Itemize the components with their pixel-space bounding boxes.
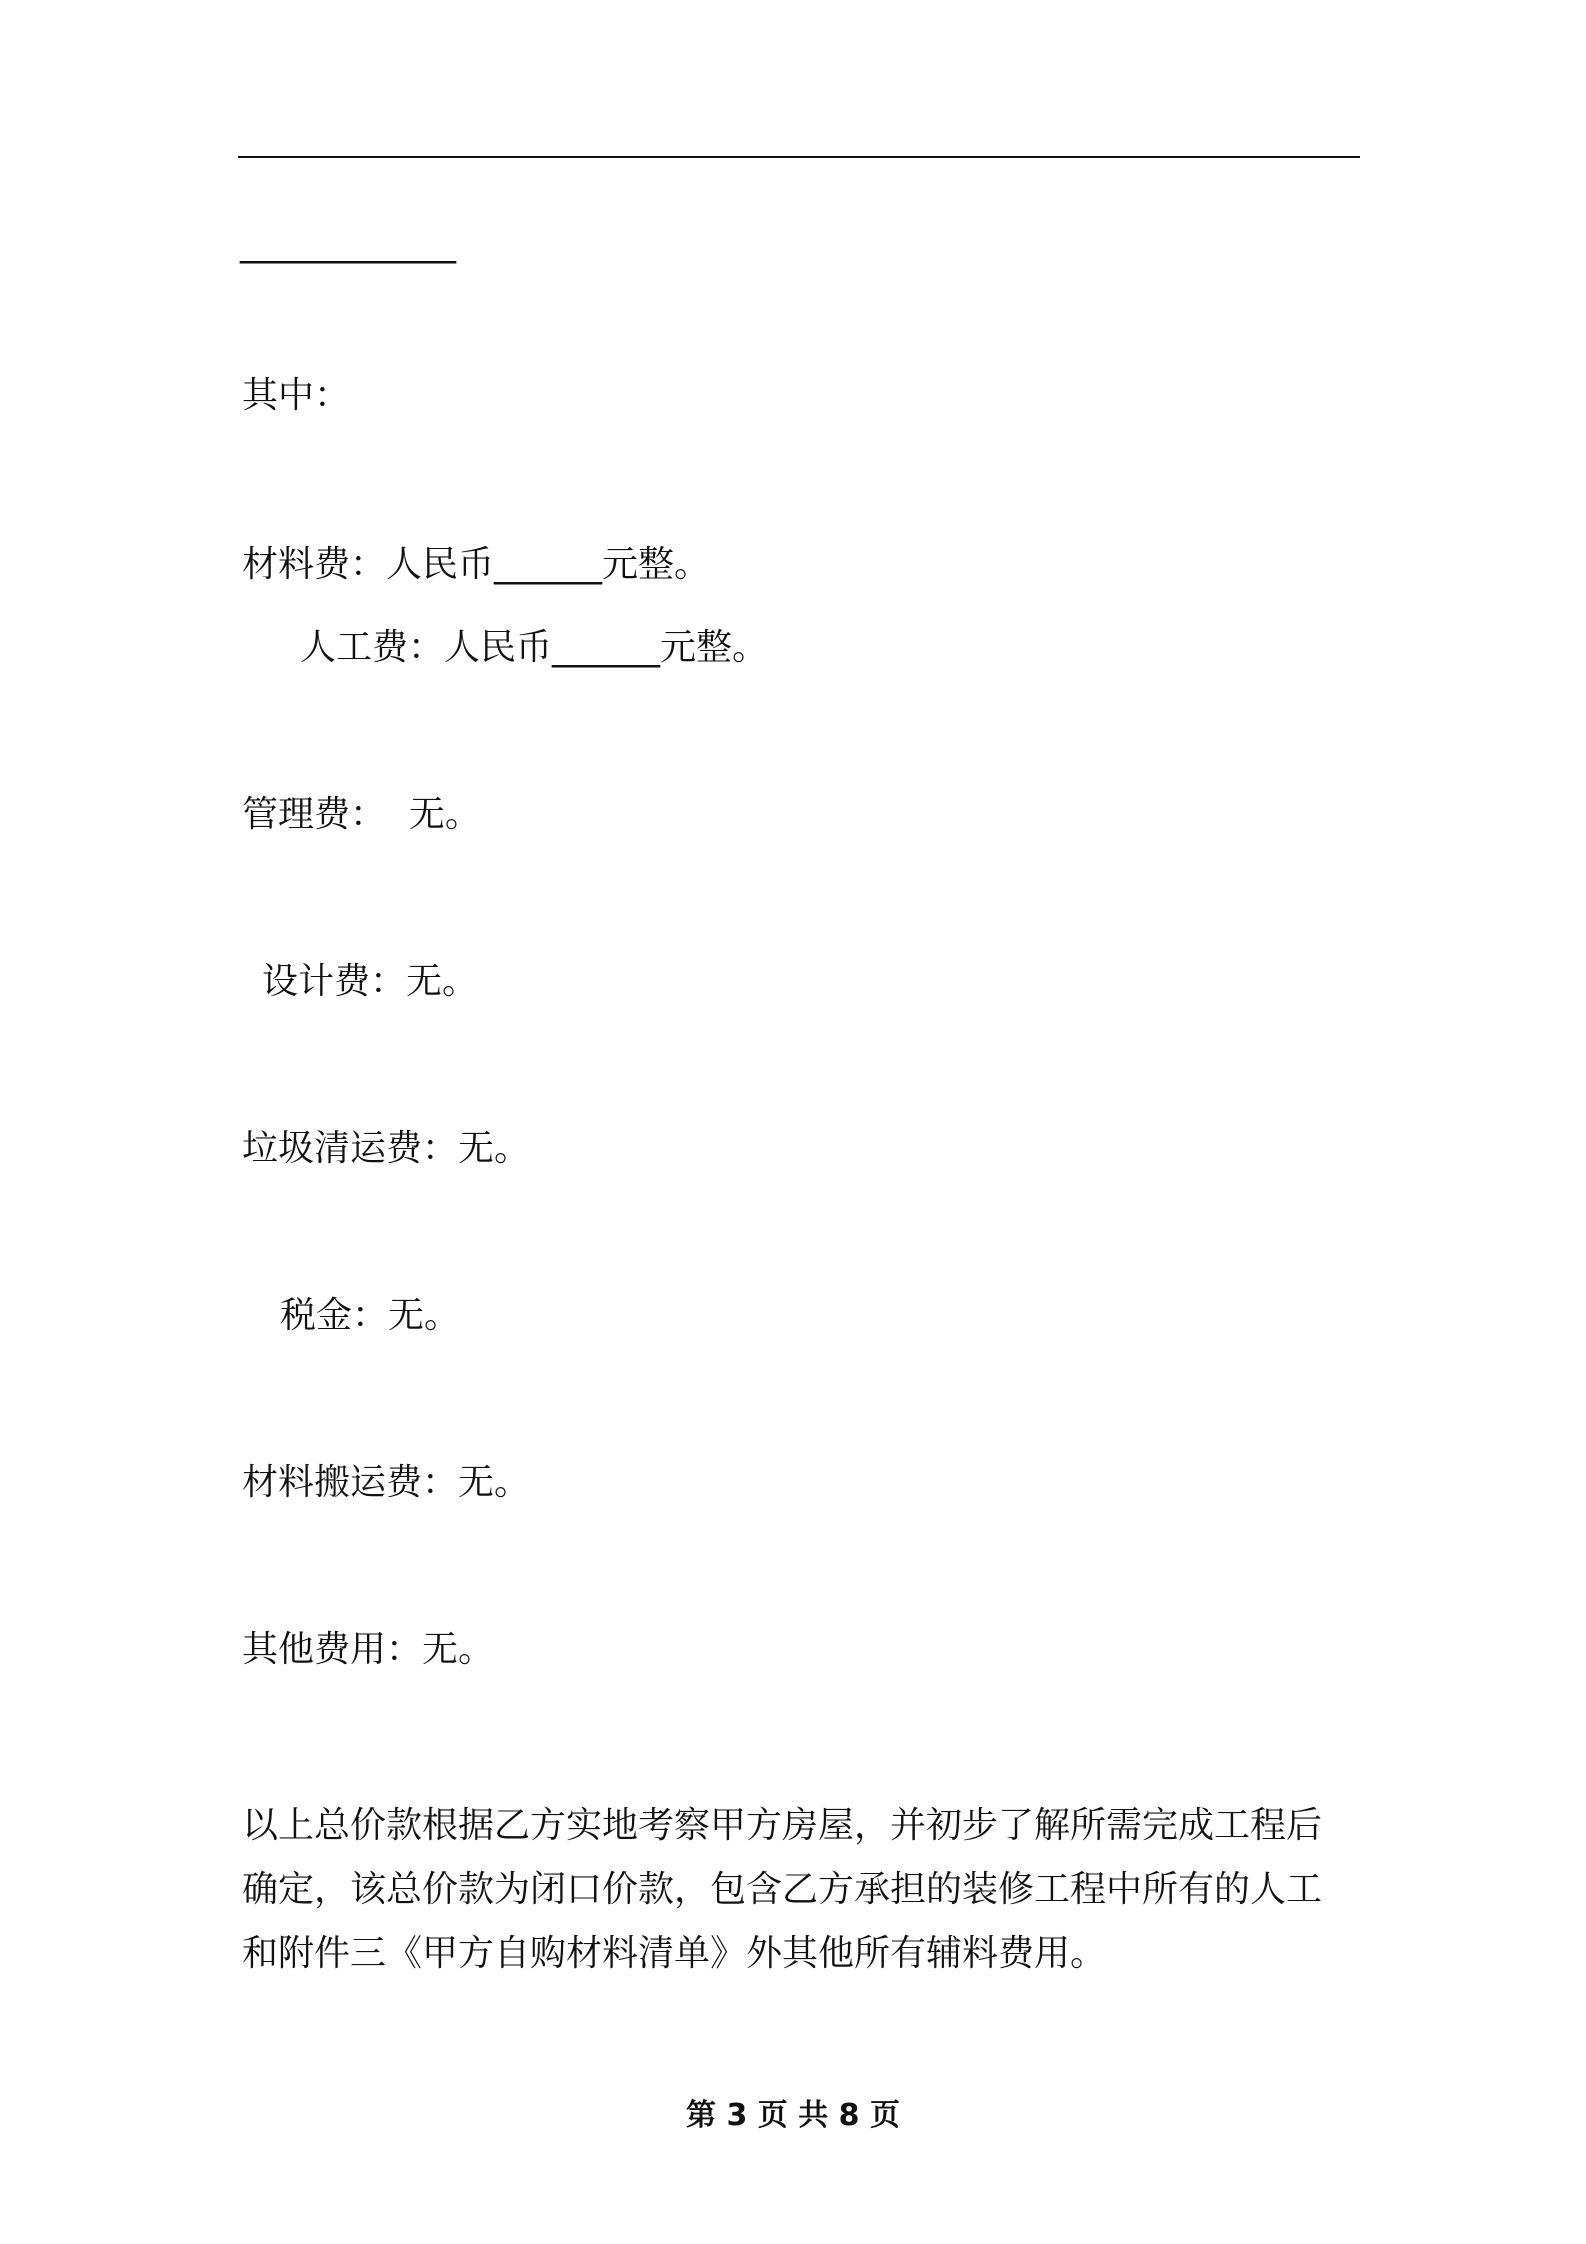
header-rule xyxy=(238,156,1360,158)
fee-design: 设计费：无。 xyxy=(262,961,479,1002)
paragraph-line: 以上总价款根据乙方实地考察甲方房屋，并初步了解所需完成工程后 xyxy=(242,1805,1323,1846)
fee-management: 管理费： 无。 xyxy=(242,794,481,835)
paragraph-line: 和附件三《甲方自购材料清单》外其他所有辅料费用。 xyxy=(242,1933,1107,1974)
fee-other: 其他费用：无。 xyxy=(242,1629,495,1670)
fee-material-transport: 材料搬运费：无。 xyxy=(242,1462,531,1503)
blank-fill-line: ____________ xyxy=(240,223,456,264)
paragraph-line: 确定，该总价款为闭口价款，包含乙方承担的装修工程中所有的人工 xyxy=(242,1869,1323,1910)
fee-material: 材料费：人民币______元整。 xyxy=(242,544,711,585)
pricing-paragraph xyxy=(242,1794,1360,1986)
fee-labor: 人工费：人民币______元整。 xyxy=(300,627,769,668)
fee-waste-removal: 垃圾清运费：无。 xyxy=(242,1128,531,1169)
fee-tax: 税金：无。 xyxy=(280,1295,461,1336)
page-number-footer: 第 3 页 共 8 页 xyxy=(686,2098,900,2133)
intro-label: 其中： xyxy=(242,375,351,416)
